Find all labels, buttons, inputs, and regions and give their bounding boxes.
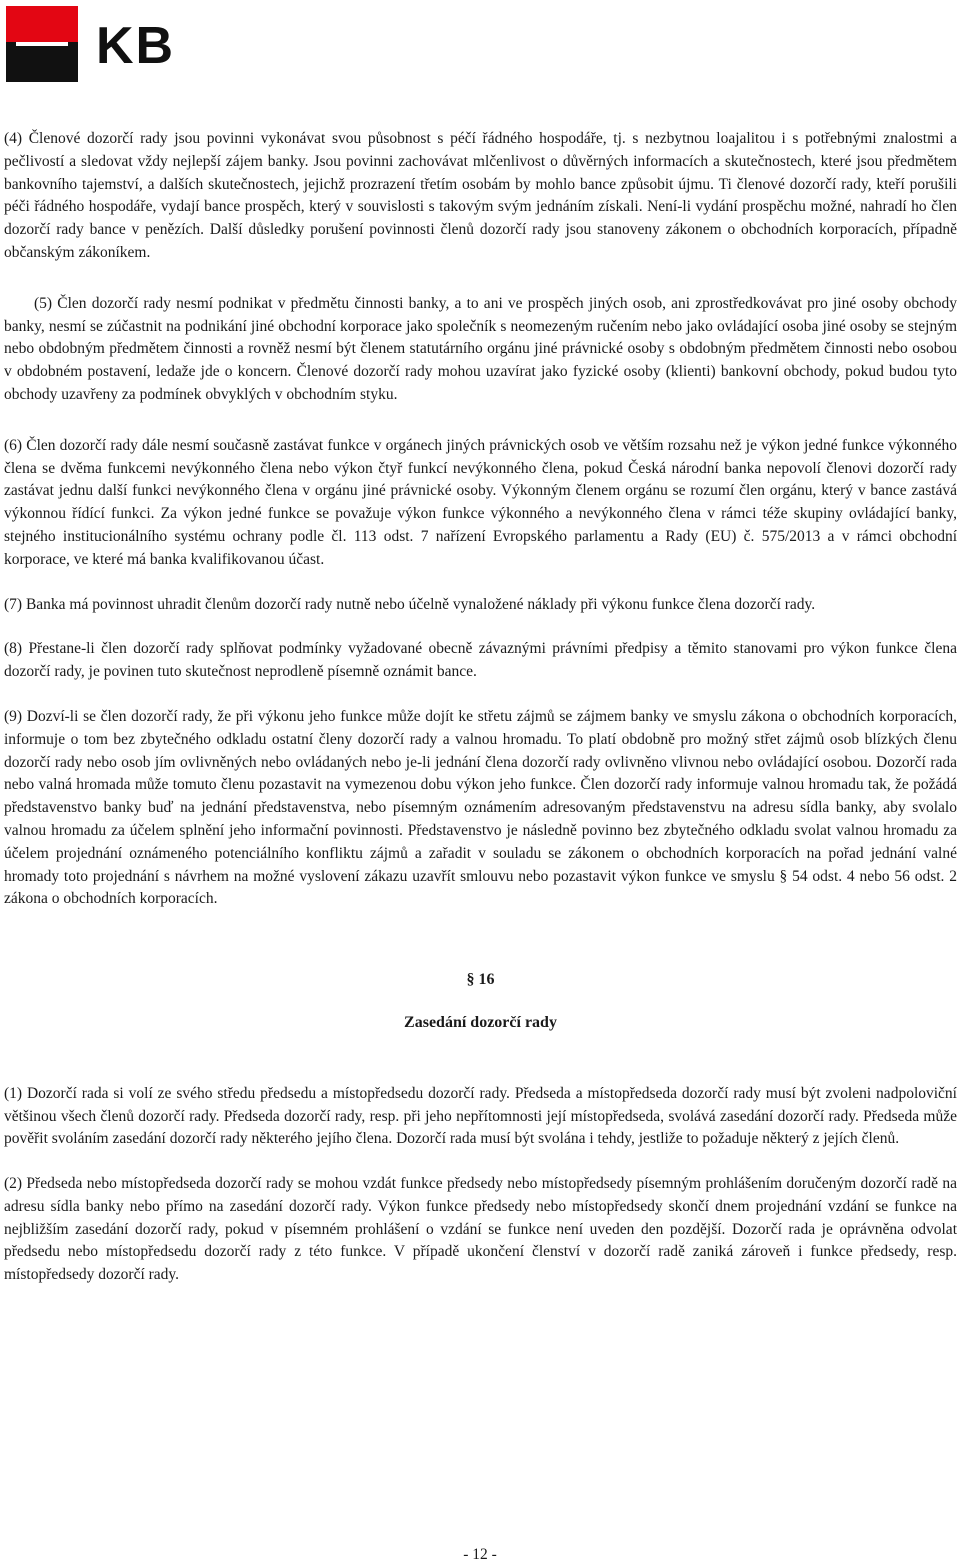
paragraph-8: (8) Přestane-li člen dozorčí rady splňovat podmínky vyžadované obecně závaznými právními předpisy a těmito stanovami pro výkon funkce člena dozorčí rady, je povinen tuto skutečnost neprodleně písemně oznámit bance. xyxy=(4,640,957,681)
kb-logo-text: KB xyxy=(96,17,176,75)
section-title: Zasedání dozorčí rady xyxy=(404,1013,557,1031)
document-body xyxy=(4,128,957,1287)
paragraph-6: (6) Člen dozorčí rady dále nesmí současně zastávat funkce v orgánech jiných právnických osob ve větším rozsahu než je výkon jedné funkce výkonného člena se dvěma funkcemi nevýkonného člena nebo výkon čtyř funkcí nevýkonného člena, pokud Česká národní banka nepovolí členovi dozorčí rady zastávat jednu další funkci nevýkonného člena v orgánu jiné právnické osoby. Výkonným členem orgánu se rozumí člen orgánu, který v bance zastává výkonnou řídící funkci. Za výkon jedné funkce se považuje výkon funkce výkonného a nevýkonného člena v rámci téže skupiny ovládající banky, stejného institucionálního systému ochrany podle čl. 113 odst. 7 nařízení Evropského parlamentu a Rady (EU) č. 575/2013 a v rámci obchodní korporace, ve které má banka kvalifikovanou účast. xyxy=(4,436,957,568)
section-paragraph-1: (1) Dozorčí rada si volí ze svého středu předsedu a místopředsedu dozorčí rady. Předseda a místopředseda dozorčí rady musí být zvoleni nadpoloviční většinou všech členů dozorčí rady. Předseda dozorčí rady, resp. při jeho nepřítomnosti její místopředseda, svolává zasedání dozorčí rady. Předseda může pověřit svoláním zasedání dozorčí rady některého jejího člena. Dozorčí rada musí být svolána i tehdy, jestliže to požaduje některý z jejích členů. xyxy=(4,1084,957,1148)
paragraph-5: (5) Člen dozorčí rady nesmí podnikat v předmětu činnosti banky, a to ani ve prospěch jiných osob, ani zprostředkovávat pro jiné osoby obchody banky, nesmí se zúčastnit na podnikání jiné obchodní korporace jako společník s neomezeným ručením nebo jako ovládající osoba jiné osoby se stejným nebo obdobným předmětem činnosti a rovněž nesmí být členem statutárního orgánu jiné právnické osoby s obdobným předmětem činnosti nebo osobou v obdobném postavení, ledaže jde o koncern. Členové dozorčí rady mohou uzavírat jako fyzické osoby (klienti) bankovní obchody, pokud budou tyto obchody uzavřeny za podmínek obvyklých v obchodním styku. xyxy=(4,294,957,403)
kb-logo xyxy=(6,6,216,84)
paragraph-7: (7) Banka má povinnost uhradit členům dozorčí rady nutně nebo účelně vynaložené náklady při výkonu funkce člena dozorčí rady. xyxy=(4,595,816,613)
section-paragraph-2: (2) Předseda nebo místopředseda dozorčí rady se mohou vzdát funkce předsedy nebo místopředsedy písemným prohlášením doručeným dozorčí radě na adresu sídla banky nebo přímo na zasedání dozorčí rady. Výkon funkce předsedy nebo místopředsedy skončí dnem projednání vzdání se funkce na nejbližším zasedání dozorčí rady, pokud v písemném prohlášení o vzdání se funkce není uveden den pozdější. Dozorčí rada je oprávněna odvolat předsedu nebo místopředsedu dozorčí rady z této funkce. V případě ukončení členství v dozorčí radě zaniká zároveň i funkce předsedy, resp. místopředsedy dozorčí rady. xyxy=(4,1175,957,1284)
paragraph-4: (4) Členové dozorčí rady jsou povinni vykonávat svou působnost s péčí řádného hospodáře, tj. s nezbytnou loajalitou i s potřebnými znalostmi a pečlivostí a sledovat vždy nejlepší zájem banky. Jsou povinni zachovávat mlčenlivost o důvěrných informacích a skutečnostech, které jsou předmětem bankovního tajemství, a dalších skutečnostech, jejichž prozrazení třetím osobám by mohlo bance způsobit újmu. Ti členové dozorčí rady, kteří porušili péči řádného hospodáře, vydají bance prospěch, který v souvislosti s takovým svým jednáním získali. Není-li vydání prospěchu možné, nahradí ho člen dozorčí rady bance v penězích. Další důsledky porušení povinnosti členů dozorčí rady jsou stanoveny zákonem o obchodních korporacích, případně občanským zákoníkem. xyxy=(4,130,957,261)
kb-logo-white-bar xyxy=(16,42,68,46)
section-number: § 16 xyxy=(466,971,495,989)
page-number: - 12 - xyxy=(463,1546,497,1563)
paragraph-9: (9) Dozví-li se člen dozorčí rady, že při výkonu jeho funkce může dojít ke střetu zájmů se zájmem banky ve smyslu zákona o obchodních korporacích, informuje o tom bez zbytečného odkladu ostatní členy dozorčí rady a valnou hromadu. To platí obdobně pro možný střet zájmů osob blízkých členu dozorčí rady nebo osob jím ovlivněných nebo ovládaných nebo je-li jednání člena dozorčí rady ovlivněno vlivnou nebo ovládající osobou. Dozorčí rada nebo valná hromada může tomuto členu pozastavit na vymezenou dobu výkon jeho funkce. Člen dozorčí rady informuje valnou hromadu tak, že požádá představenstvo banky buď na jednání představenstva, nebo písemným oznámením adresovaným představenstvu na adresu sídla banky, aby svolalo valnou hromadu za účelem splnění jeho informační povinnosti. Představenstvo je následně povinno bez zbytečného odkladu svolat valnou hromadu za účelem projednání oznámeného potenciálního konfliktu zájmů a zařadit v souladu se zákonem o obchodních korporacích na pořad jednání valné hromady toto projednání s návrhem na možné vyslovení zákazu uzavřít smlouvu nebo pozastavit výkon funkce ve smyslu § 54 odst. 4 nebo 56 odst. 2 zákona o obchodních korporacích. xyxy=(4,707,957,908)
kb-logo-red-block xyxy=(6,6,78,42)
kb-logo-mark xyxy=(6,6,78,82)
